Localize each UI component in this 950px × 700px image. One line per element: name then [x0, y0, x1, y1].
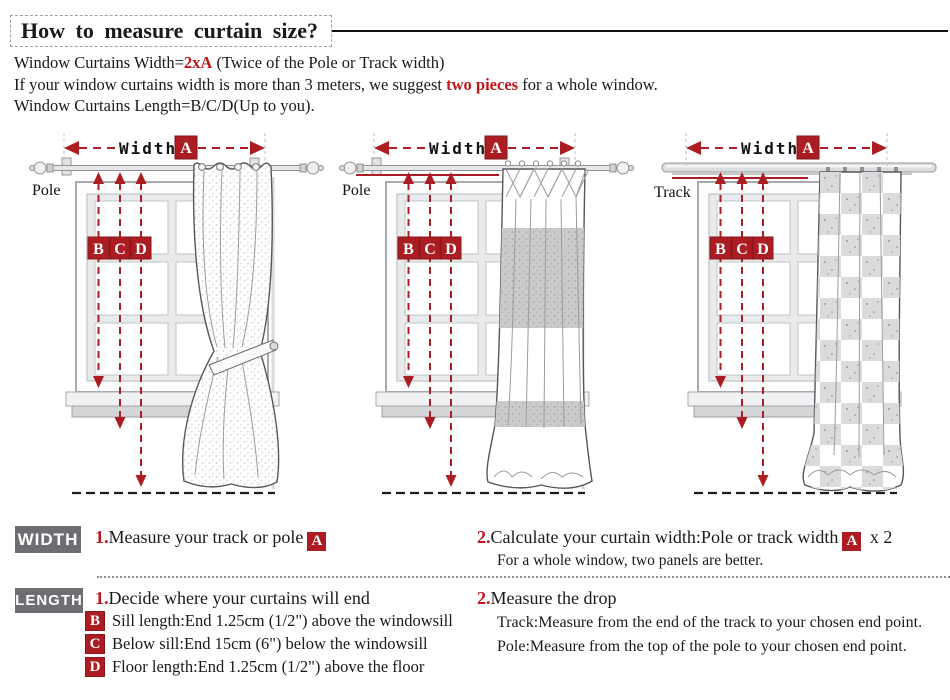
- intro-line-1: Window Curtains Width=2xA (Twice of the Pole or Track width): [14, 53, 445, 72]
- section-divider: [97, 576, 950, 578]
- badge-a: A: [307, 532, 326, 551]
- badge-b: B: [85, 611, 105, 631]
- badge-d: D: [85, 657, 105, 677]
- badge-a: A: [842, 532, 861, 551]
- curtain-pole: [340, 158, 634, 175]
- width-step-2: 2.Calculate your curtain width:Pole or track width A x 2: [477, 527, 893, 549]
- intro-text: [14, 52, 658, 117]
- track-label: Track: [654, 184, 691, 201]
- intro-line-3: Window Curtains Length=B/C/D(Up to you).: [14, 96, 315, 115]
- width-section-label: WIDTH: [15, 526, 81, 553]
- diagram-track-checkered: [648, 125, 950, 515]
- diagram-pole-pinch-pleat: [336, 125, 648, 515]
- pole-label: Pole: [32, 182, 61, 199]
- page-title: How to measure curtain size?: [10, 15, 332, 47]
- diagram-pole-grommet: [26, 125, 338, 515]
- length-pole-note: Pole:Measure from the top of the pole to your chosen end point.: [497, 638, 907, 655]
- width-step-1: 1.Measure your track or pole A: [95, 527, 330, 551]
- length-track-note: Track:Measure from the end of the track to your chosen end point.: [497, 614, 923, 631]
- title-rule: [332, 30, 948, 32]
- length-option-floor: Floor length:End 1.25cm (1/2") above the floor: [112, 657, 425, 676]
- badge-c: C: [85, 634, 105, 654]
- length-step-2: 2.Measure the drop: [477, 588, 617, 608]
- width-step-2-note: For a whole window, two panels are better.: [497, 552, 764, 569]
- length-step-1: 1.Decide where your curtains will end: [95, 588, 370, 608]
- length-option-sill: Sill length:End 1.25cm (1/2") above the windowsill: [112, 611, 453, 630]
- length-option-below-sill: Below sill:End 15cm (6") below the windowsill: [112, 634, 428, 653]
- curtain-pole: [30, 158, 324, 175]
- length-section-label: LENGTH: [15, 588, 83, 613]
- intro-line-2: If your window curtains width is more than 3 meters, we suggest two pieces for a whole window.: [14, 74, 658, 94]
- pole-label: Pole: [342, 182, 371, 199]
- tieback-knob: [270, 342, 278, 350]
